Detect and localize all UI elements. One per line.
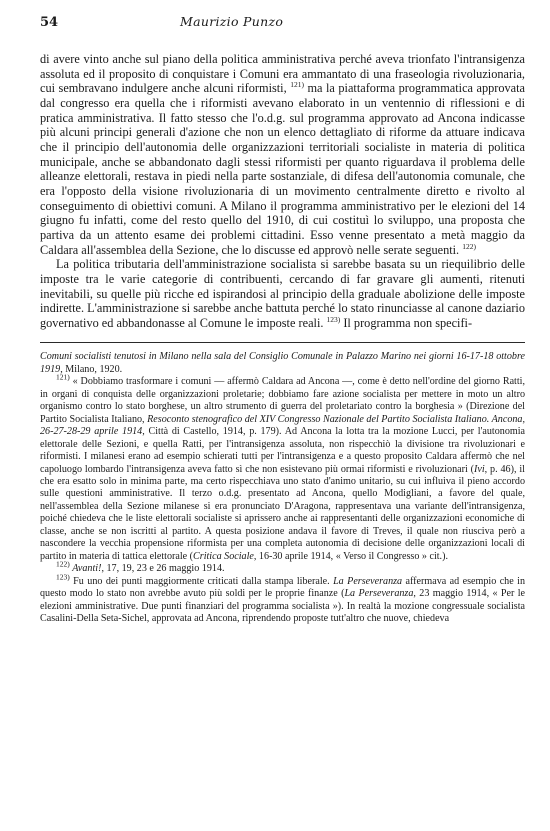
- footnotes: [40, 351, 525, 625]
- page-header: [40, 14, 525, 36]
- footnote-121: [40, 373, 525, 563]
- paragraph-1-continued: ma la piattaforma programmatica approvata dal congresso era quella che i riformisti avevano elaborato in un ventennio di riflessioni e di pratica amministrativa. Il fatto stesso che l'o.d.g. sul programma approvato ad Ancona indicasse più alcuni principi generali d'azione che non un elenco dettagliato di riforme da attuare indicava che il principio dell'autonomia delle organizzazioni territoriali socialiste in materia di politica municipale, anche se abbandonato dagli stessi riformisti per quanto riguardava il problema delle alleanze elettorali, restava in piedi nella parte sostanziale, di difesa dell'autonomia comunale, che era l'opposto della visione rivoluzionaria di un movimento centralmente diretto e rivolto al conseguimento di obiettivi comuni. A Milano il programma amministrativo per le elezioni del 14 giugno fu infatti, come del resto quello del 1910, di cui costituì lo sviluppo, una proposta che partiva da un attento esame dei problemi cittadini. Esso venne presentato a metà maggio da Caldara all'assemblea della Sezione, che lo discusse ed approvò nelle serate seguenti.: [40, 81, 525, 257]
- footnote-carryover: [40, 351, 525, 376]
- footnote-121-text-a: « Dobbiamo trasformare i comuni — affermò Caldara ad Ancona —, come è detto nell'ordine del giorno Ratti, in organi di conquista delle organizzazioni proletarie; dobbiamo fare azione socialista per mettere in moto un altro organismo contro lo stato borghese, un altro strumento di guerra del proletariato contro la borghesia » (Direzione del Partito Socialista Italiano,: [40, 376, 525, 425]
- paragraph-1: [40, 52, 525, 257]
- footnote-121-text-b: , Città di Castello, 1914, p. 179). Ad Ancona la lotta tra la mozione Lucci, per l'autonomia elettorale delle Sezioni, e quella Ratti, per l'intransigenza assoluta, non rispecchiò la divisione tra rivoluzionari e riformisti. I milanesi erano ad esempio schierati tutti per l'intransigenza e a questo proposito Caldara affermò che nel capoluogo lombardo l'intransigenza aveva fatto sì che non esistevano più ormai riformisti e rivoluzionari (: [40, 426, 525, 475]
- carryover-title: Comuni socialisti tenutosi in Milano nella sala del Consiglio Comunale in Palazzo Marino nei giorni 16-17-18 ottobre 1919: [40, 351, 525, 375]
- footnote-123-title-1: La Perseveranza: [333, 575, 403, 587]
- footnote-121-text-c: , p. 46), il che era esatto solo in minima parte, ma certo rispecchiava uno stato d'animo unitario, su cui influiva il pieno accordo sulle questioni amministrative. Il terzo o.d.g. presentato ad Ancona, quello Modigliani, a favore del quale, nell'assemblea della Sezione milanese si era pronunciato D'Aragona, rappresentava una variante dell'intransigenza, poiché chiedeva che le liste elettorali socialiste si aprissero anche ai rappresentanti delle organizzazioni economiche di classe, anche se non iscritti al partito. A questa posizione andava il favore di Treves, il quale non riusciva però a nascondere la vecchia propensione riformista per una completa autonomia di decisione delle organizzazioni locali di partito in materia di tattica elettorale (: [40, 463, 525, 562]
- footnote-ref-122: 122): [462, 241, 476, 251]
- footnote-123-title-2: La Perseveranza: [344, 588, 414, 600]
- footnote-122: [40, 559, 525, 575]
- carryover-tail: , Milano, 1920.: [60, 363, 123, 375]
- footnote-121-title-critica: Critica Sociale: [193, 550, 254, 562]
- footnote-122-text: , 17, 19, 23 e 26 maggio 1914.: [101, 563, 225, 575]
- footnote-122-title: Avanti!: [72, 563, 102, 575]
- footnote-rule: [40, 342, 525, 343]
- footnote-121-text-d: , 16-30 aprile 1914, « Verso il Congresso » cit.).: [253, 550, 448, 562]
- paragraph-2-text: La politica tributaria dell'amministrazione socialista si sarebbe basata su un riequilibrio delle imposte tra le varie categorie di contribuenti, cercando di far gravare gli aumenti, ritenuti inevitabili, su quelle più ricche ed ispirandosi al principio della graduale abolizione delle imposte indirette. L'amministrazione si sarebbe anche battuta perché lo stato rinunciasse al canone daziario governativo ed abbandonasse al Comune le imposte reali.: [40, 257, 525, 330]
- footnote-123-text-c: , 23 maggio 1914, « Per le elezioni amministrative. Due punti finanziari del programma socialista »). In realtà la mozione congressuale socialista Casalini-Della Seta-Sichel, approvata ad Ancona, riprendendo proposte tutt'altro che nuove, chiedeva: [40, 588, 525, 624]
- footnote-ref-121: 121): [290, 80, 304, 90]
- paragraph-1-text: di avere vinto anche sul piano della politica amministrativa perché aveva trionfato l'intransigenza assoluta ed il proposito di conquistare i Comuni era ammantato di una fraseologia rivoluzionaria, cui sembravano indulgere anche alcuni riformisti,: [40, 52, 525, 96]
- footnote-ref-123: 123): [326, 314, 341, 324]
- footnote-122-number: 122): [56, 559, 70, 569]
- paragraph-2-continued: Il programma non specifi-: [340, 315, 473, 330]
- page-number: 54: [40, 15, 59, 30]
- footnote-121-ivi: Ivi: [474, 463, 485, 475]
- footnote-123-number: 123): [56, 572, 70, 582]
- paragraph-2: [40, 257, 525, 330]
- footnote-123: [40, 572, 525, 626]
- footnote-123-text-a: Fu uno dei punti maggiormente criticati dalla stampa liberale.: [69, 575, 334, 587]
- running-head: Maurizio Punzo: [180, 14, 284, 29]
- book-page: [40, 14, 525, 625]
- footnote-121-title-resoconto: Resoconto stenografico del XIV Congresso Nazionale del Partito Socialista Italiano. Ancona, 26-27-28-29 aprile 1914: [40, 413, 525, 438]
- footnote-123-text-b: affermava ad esempio che in questo modo lo stato non avrebbe avuto più soldi per le proprie finanze (: [40, 575, 525, 600]
- footnote-121-number: 121): [56, 373, 70, 383]
- main-text: [40, 52, 525, 330]
